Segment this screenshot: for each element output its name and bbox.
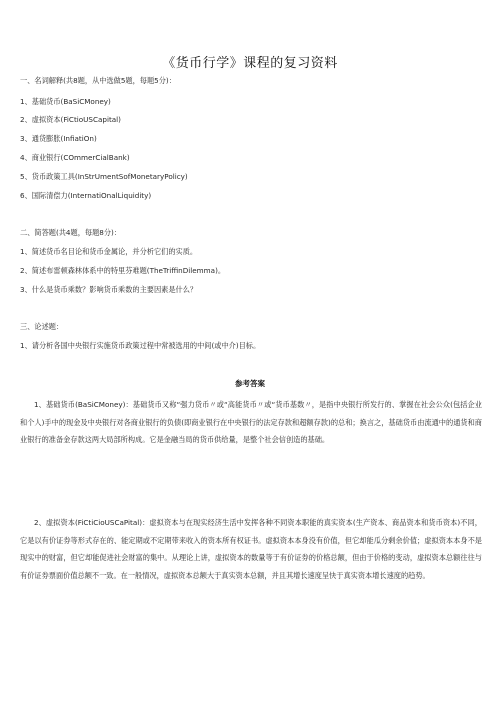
section-2-heading: 二、简答题(共4题，每题8分)： <box>20 228 122 237</box>
list-item: 1、简述货币名目论和货币金属论，并分析它们的实质。 <box>20 247 198 256</box>
list-item: 3、通货膨胀(InfiatiOn) <box>20 134 97 143</box>
list-item: 5、货币政策工具(InStrUmentSofMonetaryPolicy) <box>20 172 188 181</box>
section-3-heading: 三、论述题： <box>20 322 64 331</box>
list-item: 3、什么是货币乘数？影响货币乘数的主要因素是什么？ <box>20 285 198 294</box>
list-item: 1、请分析各国中央银行实施货币政策过程中常被选用的中间(或中介)目标。 <box>20 341 261 350</box>
document-title: 《货币行学》课程的复习资料 <box>162 56 338 71</box>
section-1-heading: 一、名词解释(共8题，从中选做5题，每题5分)： <box>20 76 176 85</box>
list-item: 1、基础货币(BaSiCMoney) <box>20 97 111 106</box>
answer-paragraph-2: 2、虚拟资本(FiCtiCioUSCaPital)：虚拟资本与在现实经济生活中发挥各种不同资本职能的真实资本(生产资本、商品资本和货币资本)不同，它是以有价证券等形式存在的、能定期或不定期带来收入的资本所有权证书。虚拟资本本身没有价值，但它却能瓜分剩余价值；虚拟资本本身不是现实中的财富，但它却能促进社会财富的集中。从理论上讲，虚拟资本的数量等于有价证券的价格总额，但由于价格的变动，虚拟资本总额往往与有价证券票面价值总额不一致。在一般情况，虚拟资本总额大于真实资本总额，并且其增长速度呈快于真实资本增长速度的趋势。 <box>20 518 482 580</box>
answer-paragraph-1: 1、基础货币(BaSiCMoney)：基础货币又称“强力货币〃或“高能货币〃或“货币基数〃，是指中央银行所发行的、掌握在社会公众(包括企业和个人)手中的现金及中央银行对各商业银行的负债(即商业银行在中央银行的法定存款和超额存款)的总和；换言之，基础货币由流通中的通货和商业银行的准备金存款这两大局部所构成。它是金融当局的货币供给量，是整个社会信创造的基础。 <box>20 400 482 444</box>
answers-heading: 参考答案 <box>235 379 265 388</box>
list-item: 2、简述布雷顿森林体系中的特里芬难题(TheTriffinDilemma)。 <box>20 266 226 275</box>
list-item: 2、虚拟资本(FiCtioUSCapital) <box>20 115 121 124</box>
list-item: 6、国际清偿力(InternatiOnalLiquidity) <box>20 191 152 200</box>
list-item: 4、商业银行(COmmerCialBank) <box>20 153 130 162</box>
